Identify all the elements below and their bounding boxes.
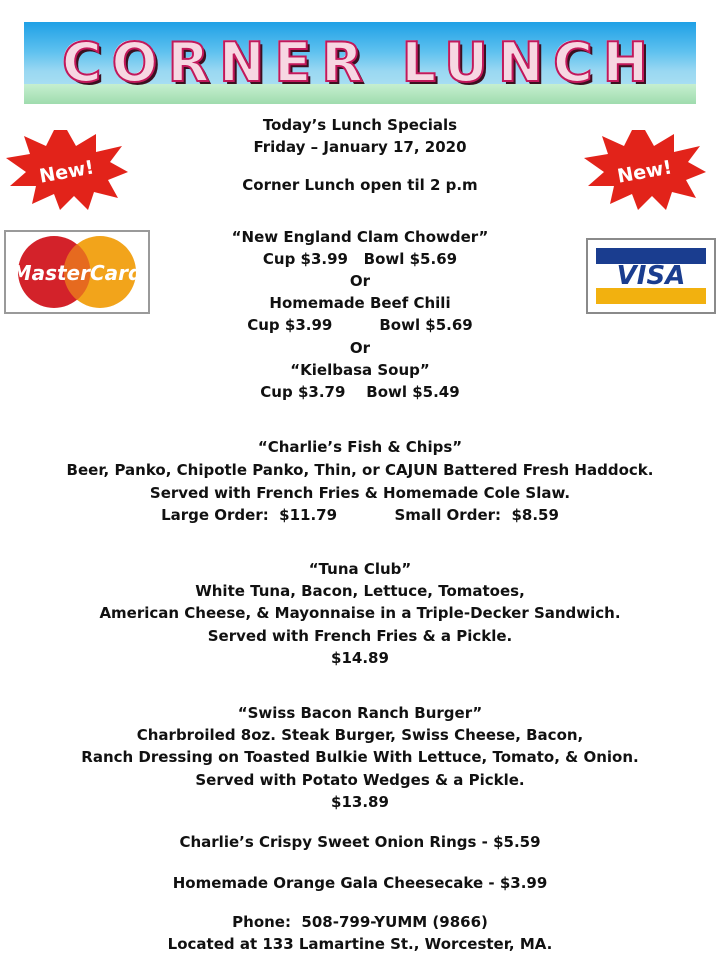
soup-or-2: Or [349,339,371,357]
tuna-price: $14.89 [331,649,389,667]
menu-date: Friday – January 17, 2020 [253,138,467,156]
hours-notice: Corner Lunch open til 2 p.m [242,176,478,194]
burger-desc-2: Ranch Dressing on Toasted Bulkie With Lettuce, Tomato, & Onion. [81,748,639,766]
soup-1-price: Cup $3.99 Bowl $5.69 [262,250,458,268]
visa-text: VISA [616,261,686,291]
soup-2-price: Cup $3.99 Bowl $5.69 [247,316,473,334]
new-badge-right-text: New! [615,156,674,188]
specials-heading: Today’s Lunch Specials [262,116,458,134]
soup-3-price: Cup $3.79 Bowl $5.49 [260,383,460,401]
address: Located at 133 Lamartine St., Worcester, MA. [167,935,553,953]
tuna-desc-3: Served with French Fries & a Pickle. [207,627,513,645]
burger-desc-3: Served with Potato Wedges & a Pickle. [195,771,525,789]
fish-prices: Large Order: $11.79 Small Order: $8.59 [161,506,559,524]
corner-lunch-banner [24,22,696,104]
fish-desc-1: Beer, Panko, Chipotle Panko, Thin, or CAJUN Battered Fresh Haddock. [66,461,654,479]
fish-title: “Charlie’s Fish & Chips” [257,438,463,456]
new-badge-left-text: New! [37,156,96,188]
onion-rings-item: Charlie’s Crispy Sweet Onion Rings - $5.59 [179,833,541,851]
burger-desc-1: Charbroiled 8oz. Steak Burger, Swiss Cheese, Bacon, [136,726,584,744]
soup-or-1: Or [349,272,371,290]
mastercard-text: MasterCard [11,261,143,285]
tuna-desc-1: White Tuna, Bacon, Lettuce, Tomatoes, [195,582,525,600]
tuna-title: “Tuna Club” [308,560,412,578]
soup-3-name: “Kielbasa Soup” [290,361,430,379]
fish-desc-2: Served with French Fries & Homemade Cole Slaw. [149,484,571,502]
phone-number: Phone: 508-799-YUMM (9866) [232,913,488,931]
soup-1-name: “New England Clam Chowder” [231,228,489,246]
tuna-desc-2: American Cheese, & Mayonnaise in a Triple-Decker Sandwich. [99,604,621,622]
cheesecake-item: Homemade Orange Gala Cheesecake - $3.99 [172,874,548,892]
burger-price: $13.89 [331,793,389,811]
burger-title: “Swiss Bacon Ranch Burger” [237,704,483,722]
soup-2-name: Homemade Beef Chili [269,294,451,312]
banner-title: CORNER LUNCH [62,31,658,94]
